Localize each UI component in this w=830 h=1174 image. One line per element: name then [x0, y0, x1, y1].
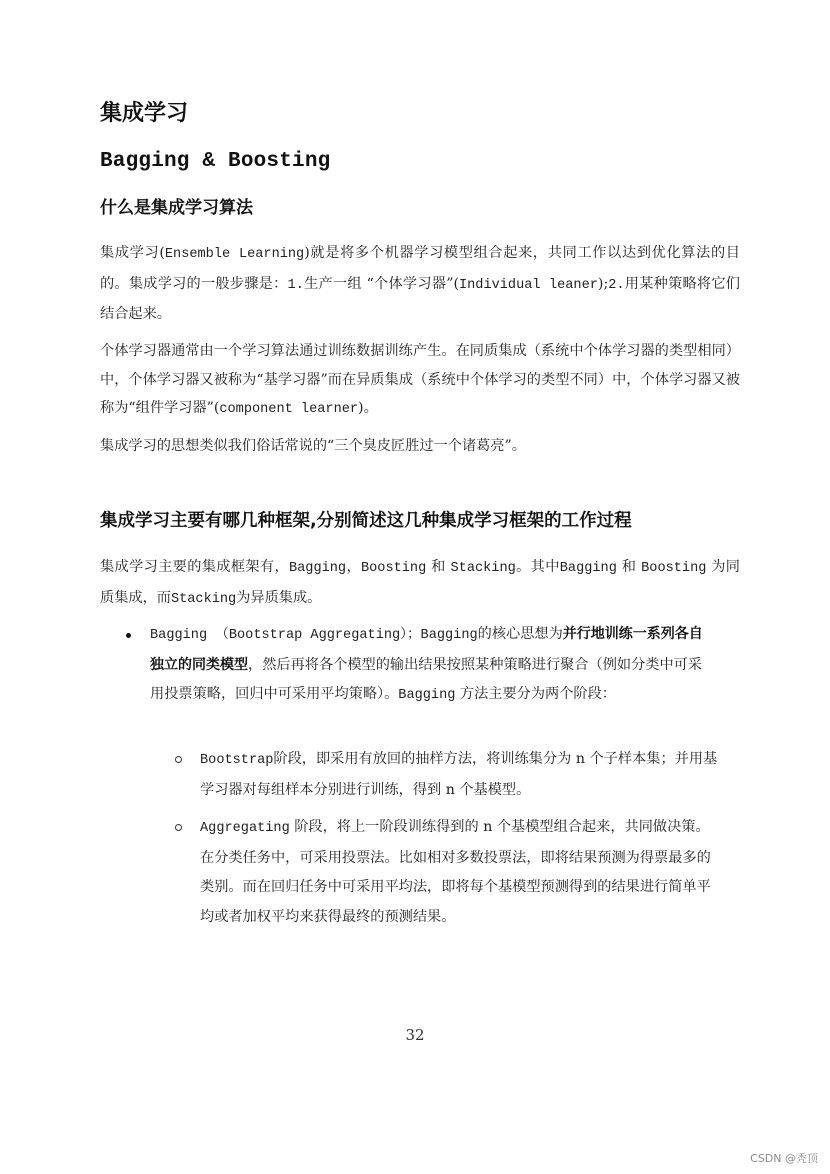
framework-bullet-list [100, 620, 740, 711]
text: 和 [426, 559, 451, 575]
term-bagging: Bagging [398, 688, 456, 703]
text: 阶段，将上一阶段训练得到的 n 个基模型组合起来，共同做决策。在分类任务中，可采用投票法。比如相对多数投票法，即将结果预测为得票最多的类别。而在回归任务中可采用平均法，即将每个基模型预测得到的结果进行简单平均或者加权平均来获得最终的预测结果。 [200, 819, 711, 925]
section-heading-frameworks: 集成学习主要有哪几种框架,分别简述这几种集成学习框架的工作过程 [100, 511, 632, 531]
emphasis-text: 并行地训练一系列各自独立的同类模型 [150, 626, 703, 673]
text: ); [597, 275, 609, 292]
step-number: 2. [608, 277, 625, 293]
term-bagging: Bagging [559, 561, 617, 576]
list-item-aggregating-stage [150, 813, 720, 932]
text: )就是将多个机器学习模型组合起来，共同工作以达到优化算法的目的。集成学习的一般步骤是： [100, 245, 740, 292]
term-boosting: Boosting [360, 561, 427, 576]
text: ， [346, 559, 361, 575]
list-item-bagging [100, 620, 705, 711]
text: 为同质集成，而 [100, 559, 740, 606]
text: 。其中 [515, 559, 560, 575]
page-number: 32 [405, 1026, 425, 1044]
page-subtitle: Bagging & Boosting [100, 150, 331, 173]
bagging-lead: Bagging （Bootstrap Aggregating）；Bagging [150, 628, 478, 643]
bullet-icon [126, 633, 131, 638]
text: 方法主要分为两个阶段： [455, 686, 616, 702]
paragraph-ensemble-definition [100, 239, 740, 329]
hollow-bullet-icon [175, 756, 182, 763]
term-bagging: Bagging [288, 561, 347, 576]
text: 的核心思想为 [477, 626, 563, 642]
text: 阶段，即采用有放回的抽样方法，将训练集分为 n 个子样本集；并用基学习器对每组样本分别进行训练，得到 n 个基模型。 [200, 751, 718, 798]
list-item-bootstrap-stage [150, 745, 720, 805]
paragraph-individual-learner [100, 337, 740, 425]
term-individual-learner: Individual leaner [458, 277, 598, 293]
hollow-bullet-icon [175, 824, 182, 831]
paragraph-frameworks-intro [100, 553, 740, 614]
term-aggregating: Aggregating [200, 821, 290, 836]
text: ，然后再将各个模型的输出结果按照某种策略进行聚合（例如分类中可采用投票策略，回归中可采用平均策略）。 [150, 656, 703, 702]
term-component-learner: component learner [219, 402, 359, 417]
text: 集成学习主要的集成框架有， [100, 559, 289, 575]
text: 为异质集成。 [236, 589, 322, 606]
page-title: 集成学习 [100, 101, 189, 126]
text: 生产一组 “个体学习器”( [303, 275, 459, 292]
step-number: 1. [287, 277, 304, 293]
text: )。 [358, 400, 378, 416]
text: 用某种策略将它们结合起来。 [100, 275, 740, 322]
term-stacking: Stacking [170, 591, 237, 607]
term-stacking: Stacking [450, 561, 516, 576]
paragraph-proverb: 集成学习的思想类似我们俗话常说的“三个臭皮匠胜过一个诸葛亮”。 [100, 438, 526, 454]
section-heading-what-is-ensemble: 什么是集成学习算法 [100, 198, 253, 218]
term-boosting: Boosting [641, 561, 707, 576]
bagging-stages-list [150, 745, 740, 940]
watermark: CSDN @秃顶 [750, 1152, 818, 1165]
term-ensemble-learning: Ensemble Learning [164, 247, 305, 262]
text: 和 [616, 559, 642, 575]
text: 个体学习器通常由一个学习算法通过训练数据训练产生。在同质集成（系统中个体学习器的类型相同）中，个体学习器又被称为“基学习器”而在异质集成（系统中个体学习的类型不同）中，个体学习器又被称为“组件学习器”( [100, 343, 740, 416]
term-bootstrap: Bootstrap [200, 753, 274, 768]
text: 集成学习( [100, 245, 165, 261]
